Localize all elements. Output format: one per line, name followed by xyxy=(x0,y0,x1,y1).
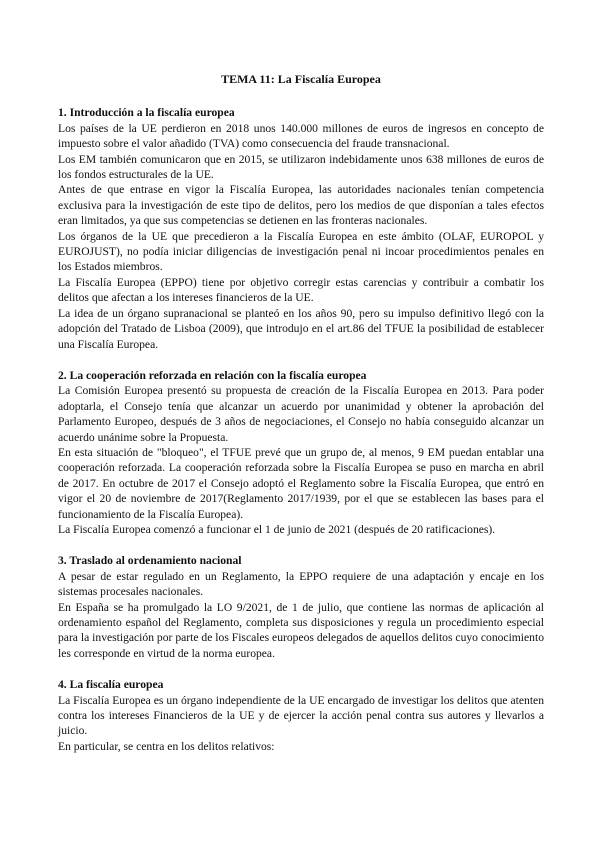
paragraph: Los países de la UE perdieron en 2018 unos 140.000 millones de euros de ingresos en concepto de impuesto sobre el valor añadido (TVA) como consecuencia del fraude transnacional. xyxy=(58,121,544,151)
page-title: TEMA 11: La Fiscalía Europea xyxy=(221,72,381,86)
paragraph: Los órganos de la UE que precedieron a la Fiscalía Europea en este ámbito (OLAF, EUROPOL y EUROJUST), no podía iniciar diligencias de investigación penal ni incoar procedimientos penales en los Estados miembros. xyxy=(58,229,544,274)
section-cooperacion-reforzada xyxy=(58,368,544,537)
section-traslado xyxy=(58,553,544,661)
paragraph: La Comisión Europea presentó su propuesta de creación de la Fiscalía Europea en 2013. Para poder adoptarla, el Consejo tenía que alcanzar un acuerdo por unanimidad y obtener la aprobación del Parlamento Europeo, después de 3 años de negociaciones, el Consejo no había conseguido alcanzar un acuerdo unánime sobre la Propuesta. xyxy=(58,384,544,444)
paragraph: En particular, se centra en los delitos relativos: xyxy=(58,739,275,753)
section-fiscalia-europea xyxy=(58,677,544,754)
paragraph: Antes de que entrase en vigor la Fiscalía Europea, las autoridades nacionales tenían competencia exclusiva para la investigación de este tipo de delitos, pero los medios de que disponían a tales efectos eran limitados, ya que sus competencias se detienen en las fronteras nacionales. xyxy=(58,183,544,228)
paragraph: En España se ha promulgado la LO 9/2021, de 1 de julio, que contiene las normas de aplicación al ordenamiento español del Reglamento, completa sus disposiciones y regula un procedimiento especial para la investigación por parte de los Fiscales europeos delegados de aquellos delitos cuyo conocimiento les corresponde en virtud de la norma europea. xyxy=(58,600,544,660)
paragraph: A pesar de estar regulado en un Reglamento, la EPPO requiere de una adaptación y encaje en los sistemas procesales nacionales. xyxy=(58,569,544,599)
paragraph: La Fiscalía Europea (EPPO) tiene por objetivo corregir estas carencias y contribuir a combatir los delitos que afectan a los intereses financieros de la UE. xyxy=(58,275,544,305)
paragraph: En esta situación de "bloqueo", el TFUE prevé que un grupo de, al menos, 9 EM puedan entablar una cooperación reforzada. La cooperación reforzada sobre la Fiscalía Europea se puso en marcha en abril de 2017. En octubre de 2017 el Consejo adoptó el Reglamento sobre la Fiscalía Europea, que entró en vigor el 20 de noviembre de 2017(Reglamento 2017/1939, por el que se establecen las bases para el funcionamiento de la Fiscalía Europea). xyxy=(58,445,544,521)
section-heading: 1. Introducción a la fiscalía europea xyxy=(58,106,235,120)
paragraph: Los EM también comunicaron que en 2015, se utilizaron indebidamente unos 638 millones de euros de los fondos estructurales de la UE. xyxy=(58,152,544,182)
section-introduccion xyxy=(58,105,544,352)
section-heading: 3. Traslado al ordenamiento nacional xyxy=(58,554,242,568)
paragraph: La Fiscalía Europea comenzó a funcionar el 1 de junio de 2021 (después de 20 ratificaciones). xyxy=(58,522,496,536)
document-content xyxy=(58,72,544,770)
section-heading: 2. La cooperación reforzada en relación con la fiscalía europea xyxy=(58,368,367,382)
paragraph: La Fiscalía Europea es un órgano independiente de la UE encargado de investigar los delitos que atenten contra los intereses Financieros de la UE y de ejercer la acción penal contra sus autores y llevarlos a juicio. xyxy=(58,693,544,738)
section-heading: 4. La fiscalía europea xyxy=(58,678,164,692)
paragraph: La idea de un órgano supranacional se planteó en los años 90, pero su impulso definitivo llegó con la adopción del Tratado de Lisboa (2009), que introdujo en el art.86 del TFUE la posibilidad de establecer una Fiscalía Europea. xyxy=(58,306,544,351)
